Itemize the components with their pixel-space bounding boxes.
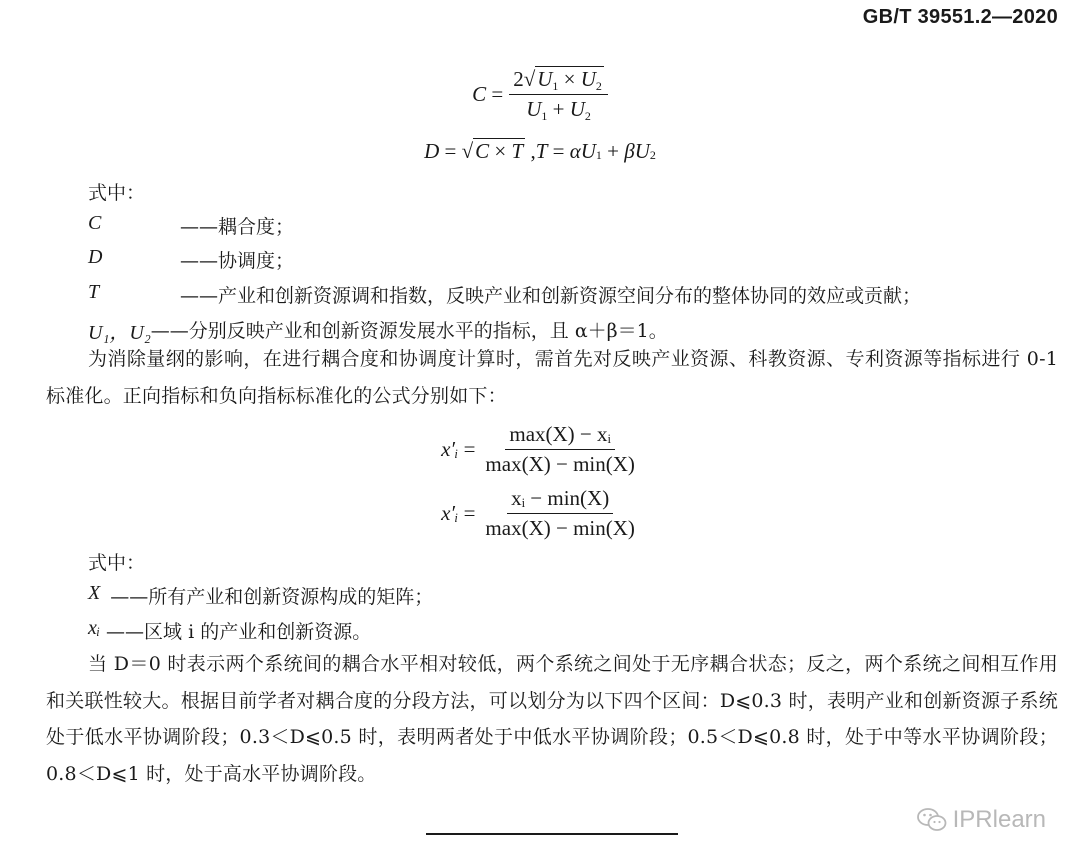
coordination-formula: D = √C × T , T = αU 1 + βU 2 <box>424 138 656 163</box>
negative-normalization-formula: x′ᵢ = $\frac{\text{xᵢ − min(X)}}{\max(X) - \min(X)}$ <box>0 486 1080 541</box>
definition-text: ——区域 i 的产业和创新资源。 <box>106 621 372 643</box>
standard-code: GB/T 39551.2—2020 <box>862 6 1058 28</box>
definition-row <box>88 212 294 239</box>
definition-text: ——耦合度； <box>180 216 295 238</box>
watermark <box>917 806 1046 834</box>
paragraph-coupling-stages: 当 D＝0 时表示两个系统间的耦合水平相对较低，两个系统之间处于无序耦合状态；反之，两个系统之间相互作用和关联性较大。根据目前学者对耦合度的分段方法，可以划分为以下四个区间：D⩽0.3 时，表明产业和创新资源子系统处于低水平协调阶段；0.3＜D⩽0.5 时，表明两者处于中低水平协调阶段；0.5＜D⩽0.8 时，处于中等水平协调阶段；0.8＜D⩽1 时，处于高水平协调阶段。 <box>46 653 1058 785</box>
definition-symbol: C <box>88 212 102 234</box>
definition-text: ——分别反映产业和创新资源发展水平的指标，且 α＋β＝1。 <box>150 320 668 342</box>
where-label: 式中： <box>88 552 146 574</box>
definition-text: ——所有产业和创新资源构成的矩阵； <box>110 586 434 608</box>
footer-rule <box>426 833 678 835</box>
definition-symbol: U₁，U₂ <box>88 322 151 344</box>
definition-symbol: X <box>88 582 101 604</box>
formula-denominator: max(X) − min(X) <box>485 452 635 476</box>
definition-text: ——协调度； <box>180 250 295 272</box>
definition-row <box>88 246 294 273</box>
formula-numerator: xᵢ − min(X) <box>507 486 613 514</box>
definition-symbol: T <box>88 281 100 303</box>
paragraph-normalization-intro: 为消除量纲的影响，在进行耦合度和协调度计算时，需首先对反映产业资源、科教资源、专利资源等指标进行 0-1 标准化。正向指标和负向指标标准化的公式分别如下： <box>46 348 1058 407</box>
formula-denominator: max(X) − min(X) <box>485 516 635 540</box>
formula-lhs: x′ᵢ <box>441 437 459 461</box>
definition-symbol: D <box>88 246 103 268</box>
positive-normalization-formula: x′ᵢ = $\frac{\text{max(X) − xᵢ}}{\max(X) - \min(X)}$ <box>0 422 1080 477</box>
definition-symbol: xᵢ <box>88 617 101 639</box>
definition-row <box>88 582 433 609</box>
definition-row <box>88 617 371 644</box>
definition-text: ——产业和创新资源调和指数，反映产业和创新资源空间分布的整体协同的效应或贡献； <box>180 285 922 307</box>
coupling-formula: C = $\frac{2√U1 \times U2}{U1 + U2}$ <box>0 66 1080 122</box>
wechat-icon <box>917 807 947 833</box>
where-label: 式中： <box>88 182 146 204</box>
watermark-text: IPRlearn <box>952 806 1046 833</box>
formula-numerator: max(X) − xᵢ <box>505 422 615 450</box>
definition-row <box>88 281 921 308</box>
formula-lhs: x′ᵢ <box>441 501 459 525</box>
